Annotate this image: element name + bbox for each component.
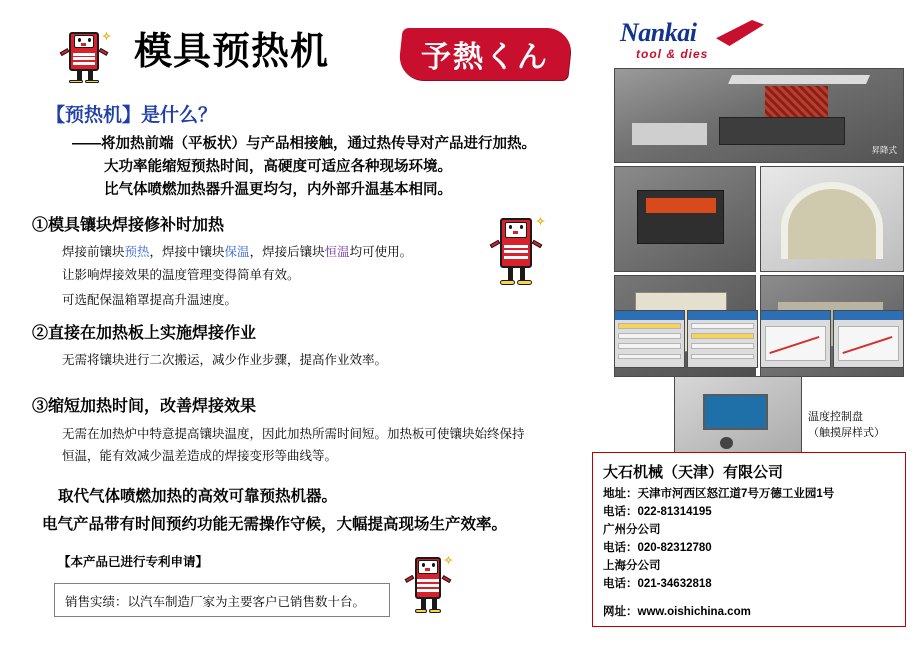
hmi-temperature-graph — [765, 326, 826, 362]
mascot-shoe-right — [429, 609, 441, 613]
heater-mascot-icon — [58, 28, 110, 84]
hmi-row — [618, 354, 681, 360]
contact-phone-hq: 电话：022-81314195 — [603, 506, 712, 518]
contact-branch-shanghai: 上海分公司 — [603, 560, 661, 572]
mascot-eye-right — [432, 563, 435, 567]
hmi-row — [691, 333, 754, 339]
photo-hmi-screen-3 — [760, 310, 831, 368]
mascot-stripe — [73, 53, 96, 56]
document-header — [30, 18, 590, 86]
intro-line-1: ——将加热前端（平板状）与产品相接触，通过热传导对产品进行加热。 — [72, 136, 536, 152]
sales-record-box — [54, 583, 390, 617]
mascot-shoe-left — [415, 609, 427, 613]
mascot-leg-right — [88, 69, 93, 80]
contact-website: 网址：www.oishichina.com — [603, 606, 751, 618]
spark-icon: ✧ — [101, 31, 112, 44]
heater-mascot-icon — [488, 212, 544, 286]
mascot-leg-left — [77, 69, 82, 80]
mascot-face — [418, 560, 437, 574]
photo-heating-block — [614, 166, 756, 272]
feature-3-line-2: 恒温，能有效减少温差造成的焊接变形等曲线等。 — [62, 449, 338, 463]
hmi-row — [691, 354, 754, 360]
cabinet-caption-line-1: 温度控制盘 — [808, 411, 863, 423]
mascot-face — [505, 222, 527, 238]
mascot-shoe-left — [500, 280, 515, 284]
hmi-titlebar — [615, 311, 684, 320]
mascot-stripe — [504, 245, 529, 248]
section-heading-what-is: 【预热机】是什么？ — [46, 105, 218, 126]
contact-info-box — [592, 452, 906, 627]
brand-name: Nankai — [620, 18, 697, 47]
patent-note: 【本产品已进行专利申请】 — [58, 555, 209, 569]
contact-phone-shanghai: 电话：021-34632818 — [603, 578, 712, 590]
intro-line-3: 比气体喷燃加热器升温更均匀，内外部升温基本相同。 — [104, 182, 452, 198]
feature-3-title: ③缩短加热时间，改善焊接效果 — [32, 398, 257, 415]
contact-company-name: 大石机械（天津）有限公司 — [603, 464, 784, 481]
photo-insulation-cover — [760, 166, 904, 272]
contact-phone-guangzhou: 电话：020-82312780 — [603, 542, 712, 554]
hmi-row — [618, 343, 681, 349]
brand-tagline: tool & dies — [636, 47, 709, 61]
mascot-arm-left — [405, 575, 414, 583]
graph-line — [842, 336, 892, 354]
machine-side-panel — [632, 123, 707, 145]
hmi-row — [691, 323, 754, 329]
page-title: 模具预热机 — [134, 31, 330, 73]
photo-machine-main — [614, 68, 904, 163]
mascot-arm-right — [532, 239, 543, 248]
mascot-stripe — [504, 256, 529, 259]
hmi-titlebar — [688, 311, 757, 320]
machine-base — [719, 117, 846, 145]
hmi-rows — [691, 323, 754, 363]
photo-hmi-screen-1 — [614, 310, 685, 368]
mascot-face — [74, 35, 95, 47]
hmi-titlebar — [834, 311, 903, 320]
machine-scissor-lift — [765, 86, 828, 118]
photo-hmi-screen-4 — [833, 310, 904, 368]
nankai-brand-logo — [620, 18, 770, 66]
badge-label: 予熱くん — [421, 41, 549, 74]
hmi-row — [691, 343, 754, 349]
mascot-mouth — [425, 568, 430, 571]
mascot-eye-left — [78, 38, 81, 42]
mascot-shoe-right — [517, 280, 532, 284]
heater-mascot-icon — [404, 552, 452, 614]
feature-1-title: ①模具镶块焊接修补时加热 — [32, 217, 225, 234]
mascot-arm-right — [441, 575, 450, 583]
mascot-arm-right — [99, 48, 109, 56]
contact-branch-guangzhou: 广州分公司 — [603, 524, 661, 536]
mascot-stripe — [73, 57, 96, 60]
mascot-stripe — [417, 579, 438, 582]
hmi-temperature-graph — [838, 326, 899, 362]
hmi-titlebar — [761, 311, 830, 320]
mascot-shoe-right — [85, 80, 99, 83]
mascot-arm-left — [59, 48, 69, 56]
mascot-shoe-left — [69, 80, 83, 83]
machine-table-top — [728, 75, 870, 84]
mascot-stripe — [417, 584, 438, 587]
feature-2-line-1: 无需将镶块进行二次搬运，减少作业步骤，提高作业效率。 — [62, 353, 388, 367]
product-name-badge — [400, 28, 570, 80]
intro-line-2: 大功率能缩短预热时间，高硬度可适应各种现场环境。 — [104, 159, 452, 175]
feature-2-title: ②直接在加热板上实施焊接作业 — [32, 325, 257, 342]
conclusion-line-1: 取代气体喷燃加热的高效可靠预热机器。 — [58, 488, 338, 505]
mascot-arm-left — [489, 239, 500, 248]
mascot-stripe — [73, 62, 96, 65]
feature-1-line-2: 让影响焊接效果的温度管理变得简单有效。 — [62, 268, 300, 282]
photo-control-cabinet — [674, 376, 802, 464]
cover-arch — [781, 182, 883, 259]
feature-1-line-3: 可选配保温箱罩提高升温速度。 — [62, 293, 238, 307]
photo-main-caption: 昇降式 — [871, 145, 897, 155]
hmi-row — [618, 323, 681, 329]
sales-record-text: 销售实绩：以汽车制造厂家为主要客户已销售数十台。 — [65, 595, 366, 609]
mascot-mouth — [513, 231, 519, 234]
heated-surface — [646, 198, 716, 213]
feature-3-line-1: 无需在加热炉中特意提高镶块温度，因此加热所需时间短。加热板可使镶块始终保持 — [62, 427, 525, 441]
photo-hmi-screen-2 — [687, 310, 758, 368]
cabinet-touch-screen — [703, 394, 769, 430]
graph-line — [769, 336, 819, 354]
cabinet-knob — [720, 437, 733, 449]
hmi-row — [618, 333, 681, 339]
hmi-rows — [618, 323, 681, 363]
mascot-stripe — [504, 250, 529, 253]
spark-icon: ✧ — [535, 215, 546, 228]
mascot-stripe — [417, 589, 438, 592]
spark-icon: ✧ — [443, 555, 453, 568]
cabinet-caption-line-2: （触摸屏样式） — [808, 427, 885, 439]
conclusion-line-2: 电气产品带有时间预约功能无需操作守候，大幅提高现场生产效率。 — [42, 516, 508, 533]
contact-address: 地址：天津市河西区怒江道7号万德工业园1号 — [603, 488, 835, 500]
mascot-mouth — [81, 43, 86, 46]
feature-1-line-1: 焊接前镶块预热，焊接中镶块保温，焊接后镶块恒温均可使用。 — [62, 245, 413, 259]
